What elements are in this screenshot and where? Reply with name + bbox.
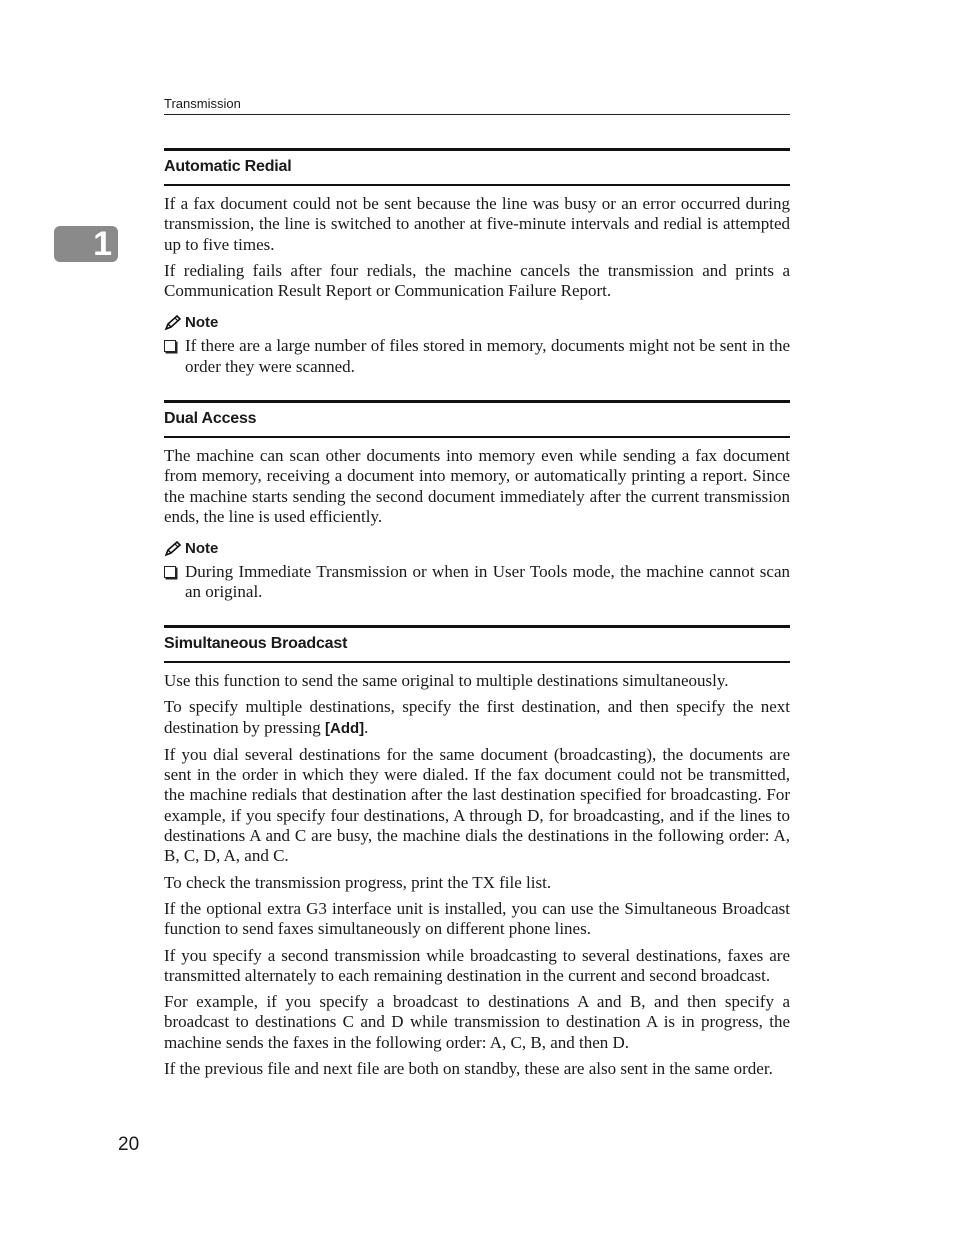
paragraph: If the previous file and next file are both on standby, these are also sent in the same order.: [164, 1059, 773, 1079]
page-number: 20: [118, 1134, 140, 1155]
note-item: [164, 336, 790, 377]
paragraph: To check the transmission progress, print the TX file list.: [164, 872, 552, 892]
paragraph: If a fax document could not be sent because the line was busy or an error occurred during transmission, the line is switched to another at five-minute intervals and redial is attempted up to five times.: [164, 194, 790, 254]
paragraph: If you specify a second transmission while broadcasting to several destinations, faxes are transmitted alternately to each remaining destination in the current and second broadcast.: [164, 945, 790, 985]
note-heading: [164, 540, 790, 558]
section-heading: Automatic Redial: [164, 148, 790, 186]
section-automatic-redial: [164, 148, 790, 377]
pencil-icon: [164, 541, 182, 557]
pencil-icon: [164, 315, 182, 331]
note-text: During Immediate Transmission or when in User Tools mode, the machine cannot scan an original.: [185, 562, 790, 602]
paragraph: For example, if you specify a broadcast to destinations A and B, and then specify a broadcast to destinations C and D while transmission to destination A is in progress, the machine sends the faxes in the following order: A, C, B, and then D.: [164, 992, 790, 1052]
section-heading: Simultaneous Broadcast: [164, 625, 790, 663]
section-simultaneous-broadcast: [164, 625, 790, 1079]
paragraph: If the optional extra G3 interface unit is installed, you can use the Simultaneous Broadcast function to send faxes simultaneously on different phone lines.: [164, 898, 790, 939]
checkbox-bullet-icon: [164, 340, 176, 352]
section-heading: Dual Access: [164, 400, 790, 438]
paragraph: Use this function to send the same original to multiple destinations simultaneously.: [164, 671, 729, 690]
running-header: Transmission: [164, 96, 790, 115]
paragraph-text: To specify multiple destinations, specify the first destination, and then specify the next destination by pressing: [164, 697, 790, 737]
checkbox-bullet-icon: [164, 566, 176, 578]
section-dual-access: [164, 400, 790, 603]
paragraph: [164, 697, 790, 739]
note-heading: [164, 314, 790, 332]
paragraph-text: .: [364, 717, 369, 737]
chapter-tab: [54, 226, 118, 262]
note-label: Note: [185, 314, 219, 332]
note-label: Note: [185, 540, 219, 558]
paragraph: If redialing fails after four redials, the machine cancels the transmission and prints a Communication Result Report or Communication Failure Report.: [164, 260, 790, 301]
chapter-number: 1: [93, 225, 112, 263]
paragraph: The machine can scan other documents into memory even while sending a fax document from memory, receiving a document into memory, or automatically printing a report. Since the machine starts sending the second document immediately after the current transmission ends, the line is used efficiently.: [164, 446, 790, 526]
note-item: [164, 562, 790, 603]
note-text: If there are a large number of files stored in memory, documents might not be sent in the order they were scanned.: [185, 336, 790, 376]
paragraph: If you dial several destinations for the same document (broadcasting), the documents are sent in the order in which they were dialed. If the fax document could not be transmitted, the machine redials that destination after the last destination specified for broadcasting. For example, if you specify four destinations, A through D, for broadcasting, and if the lines to destinations A and C are busy, the machine dials the destinations in the following order: A, B, C, D, A, and C.: [164, 744, 790, 866]
add-key-label: [Add]: [325, 719, 365, 737]
